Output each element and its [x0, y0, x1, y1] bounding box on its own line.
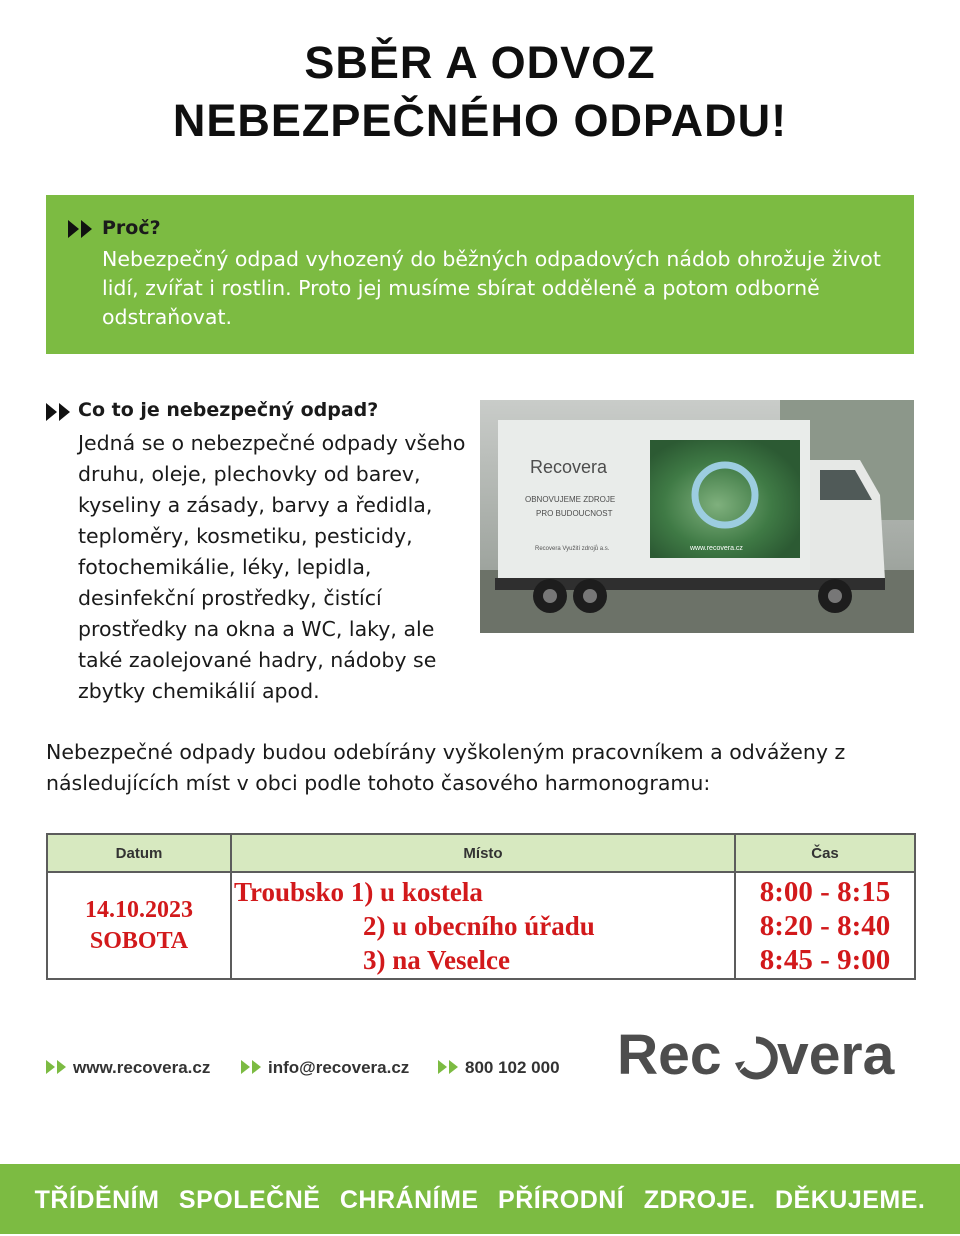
contact-web[interactable]: [46, 1058, 210, 1078]
schedule-time-1: 8:00 - 8:15: [759, 876, 891, 908]
truck-slogan-1: OBNOVUJEME ZDROJE: [525, 495, 616, 504]
what-text: Jedná se o nebezpečné odpady všeho druhu, oleje, plechovky od barev, kyseliny a zásady, barvy a ředidla, teploměry, kosmetiku, pesticidy, fotochemikálie, léky, lepidla, desinfekční prostředky, čistící prostředky na okna a WC, laky, ale také zaolejované hadry, nádoby se zbytky chemikálií apod.: [78, 431, 466, 703]
truck-company: Recovera Využití zdrojů a.s.: [535, 546, 610, 552]
header-date: Datum: [47, 834, 231, 872]
double-arrow-icon: [46, 1060, 70, 1074]
schedule-intro: Nebezpečné odpady budou odebírány vyškoleným pracovníkem a odváženy z následujících míst v obci podle tohoto časového harmonogramu:: [46, 740, 846, 795]
schedule-date-cell: [47, 872, 231, 979]
why-section: [46, 195, 914, 354]
contact-email[interactable]: [241, 1058, 409, 1078]
schedule-place-cell: [231, 872, 735, 979]
contact-phone[interactable]: [438, 1058, 560, 1078]
schedule-stop-1: 1) u kostela: [350, 877, 483, 907]
schedule-time-3: 8:45 - 9:00: [759, 944, 891, 976]
what-heading: Co to je nebezpečný odpad?: [78, 399, 379, 421]
contact-phone-text: 800 102 000: [465, 1058, 560, 1077]
schedule-time-cell: [735, 872, 915, 979]
truck-web: www.recovera.cz: [690, 545, 743, 552]
page-title: [0, 34, 960, 150]
logo-text-end: vera: [777, 1023, 895, 1084]
schedule-table: [46, 833, 916, 980]
logo-text-start: Rec: [617, 1023, 722, 1084]
truck-slogan-2: PRO BUDOUCNOST: [536, 509, 613, 518]
schedule-village: Troubsko: [234, 877, 345, 907]
double-arrow-icon: [68, 220, 96, 238]
title-line-1: SBĚR A ODVOZ: [304, 37, 656, 88]
schedule-stop-2: 2) u obecního úřadu: [363, 911, 595, 941]
recycle-icon: [735, 1040, 774, 1076]
contact-web-text: www.recovera.cz: [73, 1058, 211, 1077]
footer-banner: TŘÍDĚNÍM SPOLEČNĚ CHRÁNÍME PŘÍRODNÍ ZDROJE. DĚKUJEME.: [0, 1164, 960, 1234]
schedule-stop-3: 3) na Veselce: [363, 945, 510, 975]
truck-photo: [480, 400, 914, 633]
recovera-logo: [617, 1022, 915, 1084]
schedule-time-2: 8:20 - 8:40: [759, 910, 891, 942]
double-arrow-icon: [46, 403, 74, 421]
table-row: [47, 872, 915, 979]
title-line-2: NEBEZPEČNÉHO ODPADU!: [172, 95, 788, 146]
double-arrow-icon: [438, 1060, 462, 1074]
contact-email-text: info@recovera.cz: [268, 1058, 410, 1077]
why-text: Nebezpečný odpad vyhozený do běžných odpadových nádob ohrožuje život lidí, zvířat i rostlin. Proto jej musíme sbírat odděleně a potom odborně odstraňovat.: [102, 247, 881, 329]
truck-brand: Recovera: [530, 457, 608, 477]
header-time: Čas: [735, 834, 915, 872]
schedule-day: SOBOTA: [89, 928, 189, 954]
header-place: Místo: [231, 834, 735, 872]
why-heading: Proč?: [102, 217, 161, 239]
table-header-row: [47, 834, 915, 872]
double-arrow-icon: [241, 1060, 265, 1074]
schedule-date: 14.10.2023: [85, 897, 193, 923]
